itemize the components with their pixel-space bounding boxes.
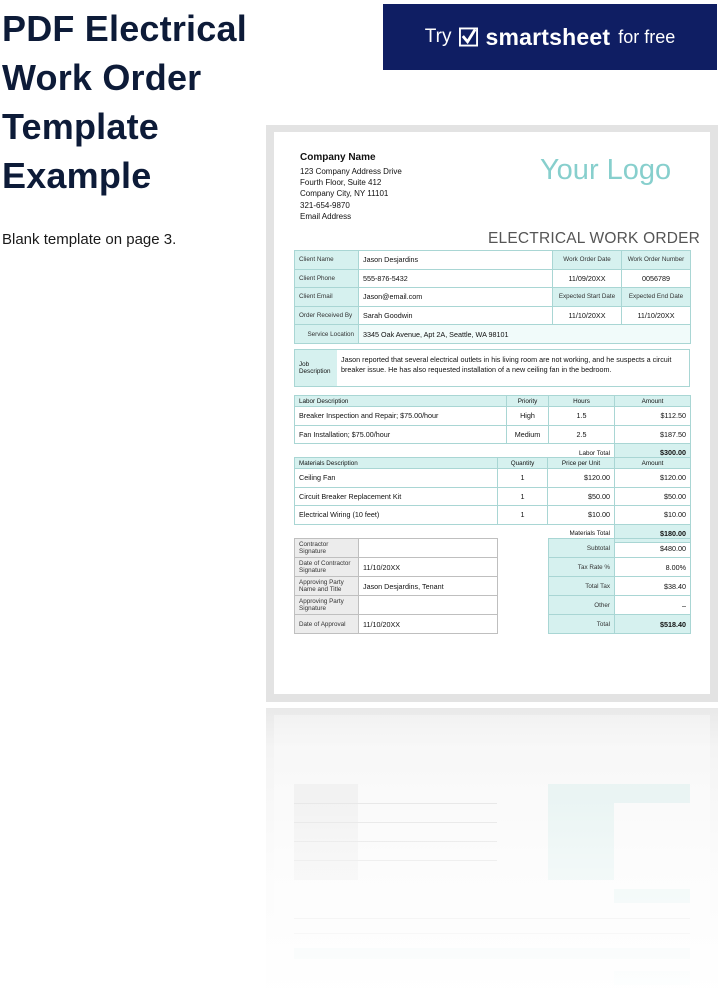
total-tax-label: Total Tax	[549, 577, 615, 596]
client-name-value: Jason Desjardins	[359, 251, 553, 270]
client-name-label: Client Name	[295, 251, 359, 270]
materials-table	[294, 457, 691, 543]
address-line-2: Fourth Floor, Suite 412	[300, 178, 382, 188]
approving-signature-field	[359, 596, 498, 615]
materials-header-price: Price per Unit	[548, 458, 615, 469]
wo-number-label: Work Order Number	[622, 251, 691, 270]
page-subtitle: Blank template on page 3.	[2, 231, 177, 248]
grand-total-value: $518.40	[615, 615, 691, 634]
grand-total-label: Total	[549, 615, 615, 634]
cta-try-text: Try	[424, 26, 452, 47]
contractor-signature-label: Contractor Signature	[295, 539, 359, 558]
labor-header-hours: Hours	[549, 396, 615, 407]
cta-suffix: for free	[618, 26, 676, 47]
materials-header-desc: Materials Description	[295, 458, 498, 469]
document-reflection	[266, 708, 718, 998]
materials-header-amount: Amount	[615, 458, 691, 469]
material-desc: Circuit Breaker Replacement Kit	[295, 487, 498, 506]
material-amount: $10.00	[615, 506, 691, 525]
wo-number-value: 0056789	[622, 269, 691, 288]
table-row	[295, 407, 691, 426]
material-price: $10.00	[548, 506, 615, 525]
service-location-label: Service Location	[295, 325, 359, 344]
received-by-label: Order Received By	[295, 306, 359, 325]
start-date-label: Expected Start Date	[553, 288, 622, 307]
end-date-label: Expected End Date	[622, 288, 691, 307]
summary-table	[548, 538, 691, 634]
labor-header-amount: Amount	[615, 396, 691, 407]
labor-hours: 1.5	[549, 407, 615, 426]
other-label: Other	[549, 596, 615, 615]
contractor-date-label: Date of Contractor Signature	[295, 558, 359, 577]
job-description-label: Job Description	[295, 350, 337, 386]
materials-total-value: $180.00	[615, 524, 691, 543]
material-qty: 1	[498, 469, 548, 488]
company-phone: 321-654-9870	[300, 200, 350, 210]
material-qty: 1	[498, 506, 548, 525]
material-price: $120.00	[548, 469, 615, 488]
total-tax-value: $38.40	[615, 577, 691, 596]
approval-date-label: Date of Approval	[295, 615, 359, 634]
material-qty: 1	[498, 487, 548, 506]
signature-table	[294, 538, 498, 634]
client-info-table	[294, 250, 691, 344]
tax-rate-value: 8.00%	[615, 558, 691, 577]
contractor-signature-field	[359, 539, 498, 558]
company-email: Email Address	[300, 211, 352, 221]
contractor-date-value: 11/10/20XX	[359, 558, 498, 577]
table-row	[295, 487, 691, 506]
wo-date-label: Work Order Date	[553, 251, 622, 270]
company-name: Company Name	[300, 152, 376, 163]
reflection-sheet	[274, 715, 710, 998]
approval-date-value: 11/10/20XX	[359, 615, 498, 634]
address-city: Company City, NY 11101	[300, 189, 389, 199]
client-email-label: Client Email	[295, 288, 359, 307]
cta-brand: smartsheet	[485, 23, 611, 50]
subtotal-label: Subtotal	[549, 539, 615, 558]
client-phone-label: Client Phone	[295, 269, 359, 288]
labor-total-value: $300.00	[615, 444, 691, 463]
material-price: $50.00	[548, 487, 615, 506]
table-row	[295, 469, 691, 488]
labor-amount: $187.50	[615, 425, 691, 444]
client-phone-value: 555-876-5432	[359, 269, 553, 288]
logo-placeholder: Your Logo	[540, 154, 672, 186]
try-smartsheet-button[interactable]	[383, 4, 717, 70]
approving-signature-label: Approving Party Signature	[295, 596, 359, 615]
approving-name-value: Jason Desjardins, Tenant	[359, 577, 498, 596]
labor-priority: Medium	[507, 425, 549, 444]
address-line-1: 123 Company Address Drive	[300, 167, 402, 176]
material-desc: Electrical Wiring (10 feet)	[295, 506, 498, 525]
labor-priority: High	[507, 407, 549, 426]
material-desc: Ceiling Fan	[295, 469, 498, 488]
labor-desc: Breaker Inspection and Repair; $75.00/hour	[295, 407, 507, 426]
page-title: PDF Electrical Work Order Template Example	[2, 8, 247, 196]
labor-header-priority: Priority	[507, 396, 549, 407]
start-date-value: 11/10/20XX	[553, 306, 622, 325]
work-order-title: ELECTRICAL WORK ORDER	[488, 230, 701, 247]
labor-amount: $112.50	[615, 407, 691, 426]
end-date-value: 11/10/20XX	[622, 306, 691, 325]
received-by-value: Sarah Goodwin	[359, 306, 553, 325]
company-address	[300, 166, 402, 222]
job-description-box	[294, 349, 690, 387]
material-amount: $50.00	[615, 487, 691, 506]
table-row	[295, 425, 691, 444]
tax-rate-label: Tax Rate %	[549, 558, 615, 577]
labor-hours: 2.5	[549, 425, 615, 444]
other-value: –	[615, 596, 691, 615]
subtotal-value: $480.00	[615, 539, 691, 558]
material-amount: $120.00	[615, 469, 691, 488]
approving-name-label: Approving Party Name and Title	[295, 577, 359, 596]
labor-header-desc: Labor Description	[295, 396, 507, 407]
labor-table	[294, 395, 691, 463]
materials-total-label: Materials Total	[569, 530, 610, 538]
table-row	[295, 506, 691, 525]
client-email-value: Jason@email.com	[359, 288, 553, 307]
labor-desc: Fan Installation; $75.00/hour	[295, 425, 507, 444]
reflection-fade	[274, 715, 710, 998]
labor-total-label: Labor Total	[578, 449, 610, 457]
service-location-value: 3345 Oak Avenue, Apt 2A, Seattle, WA 98101	[359, 325, 691, 344]
document-preview	[266, 125, 718, 702]
materials-header-qty: Quantity	[498, 458, 548, 469]
work-order-sheet	[274, 132, 710, 694]
wo-date-value: 11/09/20XX	[553, 269, 622, 288]
job-description-text: Jason reported that several electrical outlets in his living room are not working, and he suspects a circuit breaker issue. He has also requested installation of a new ceiling fan in the bedroom.	[341, 355, 672, 374]
smartsheet-check-icon	[459, 27, 478, 47]
